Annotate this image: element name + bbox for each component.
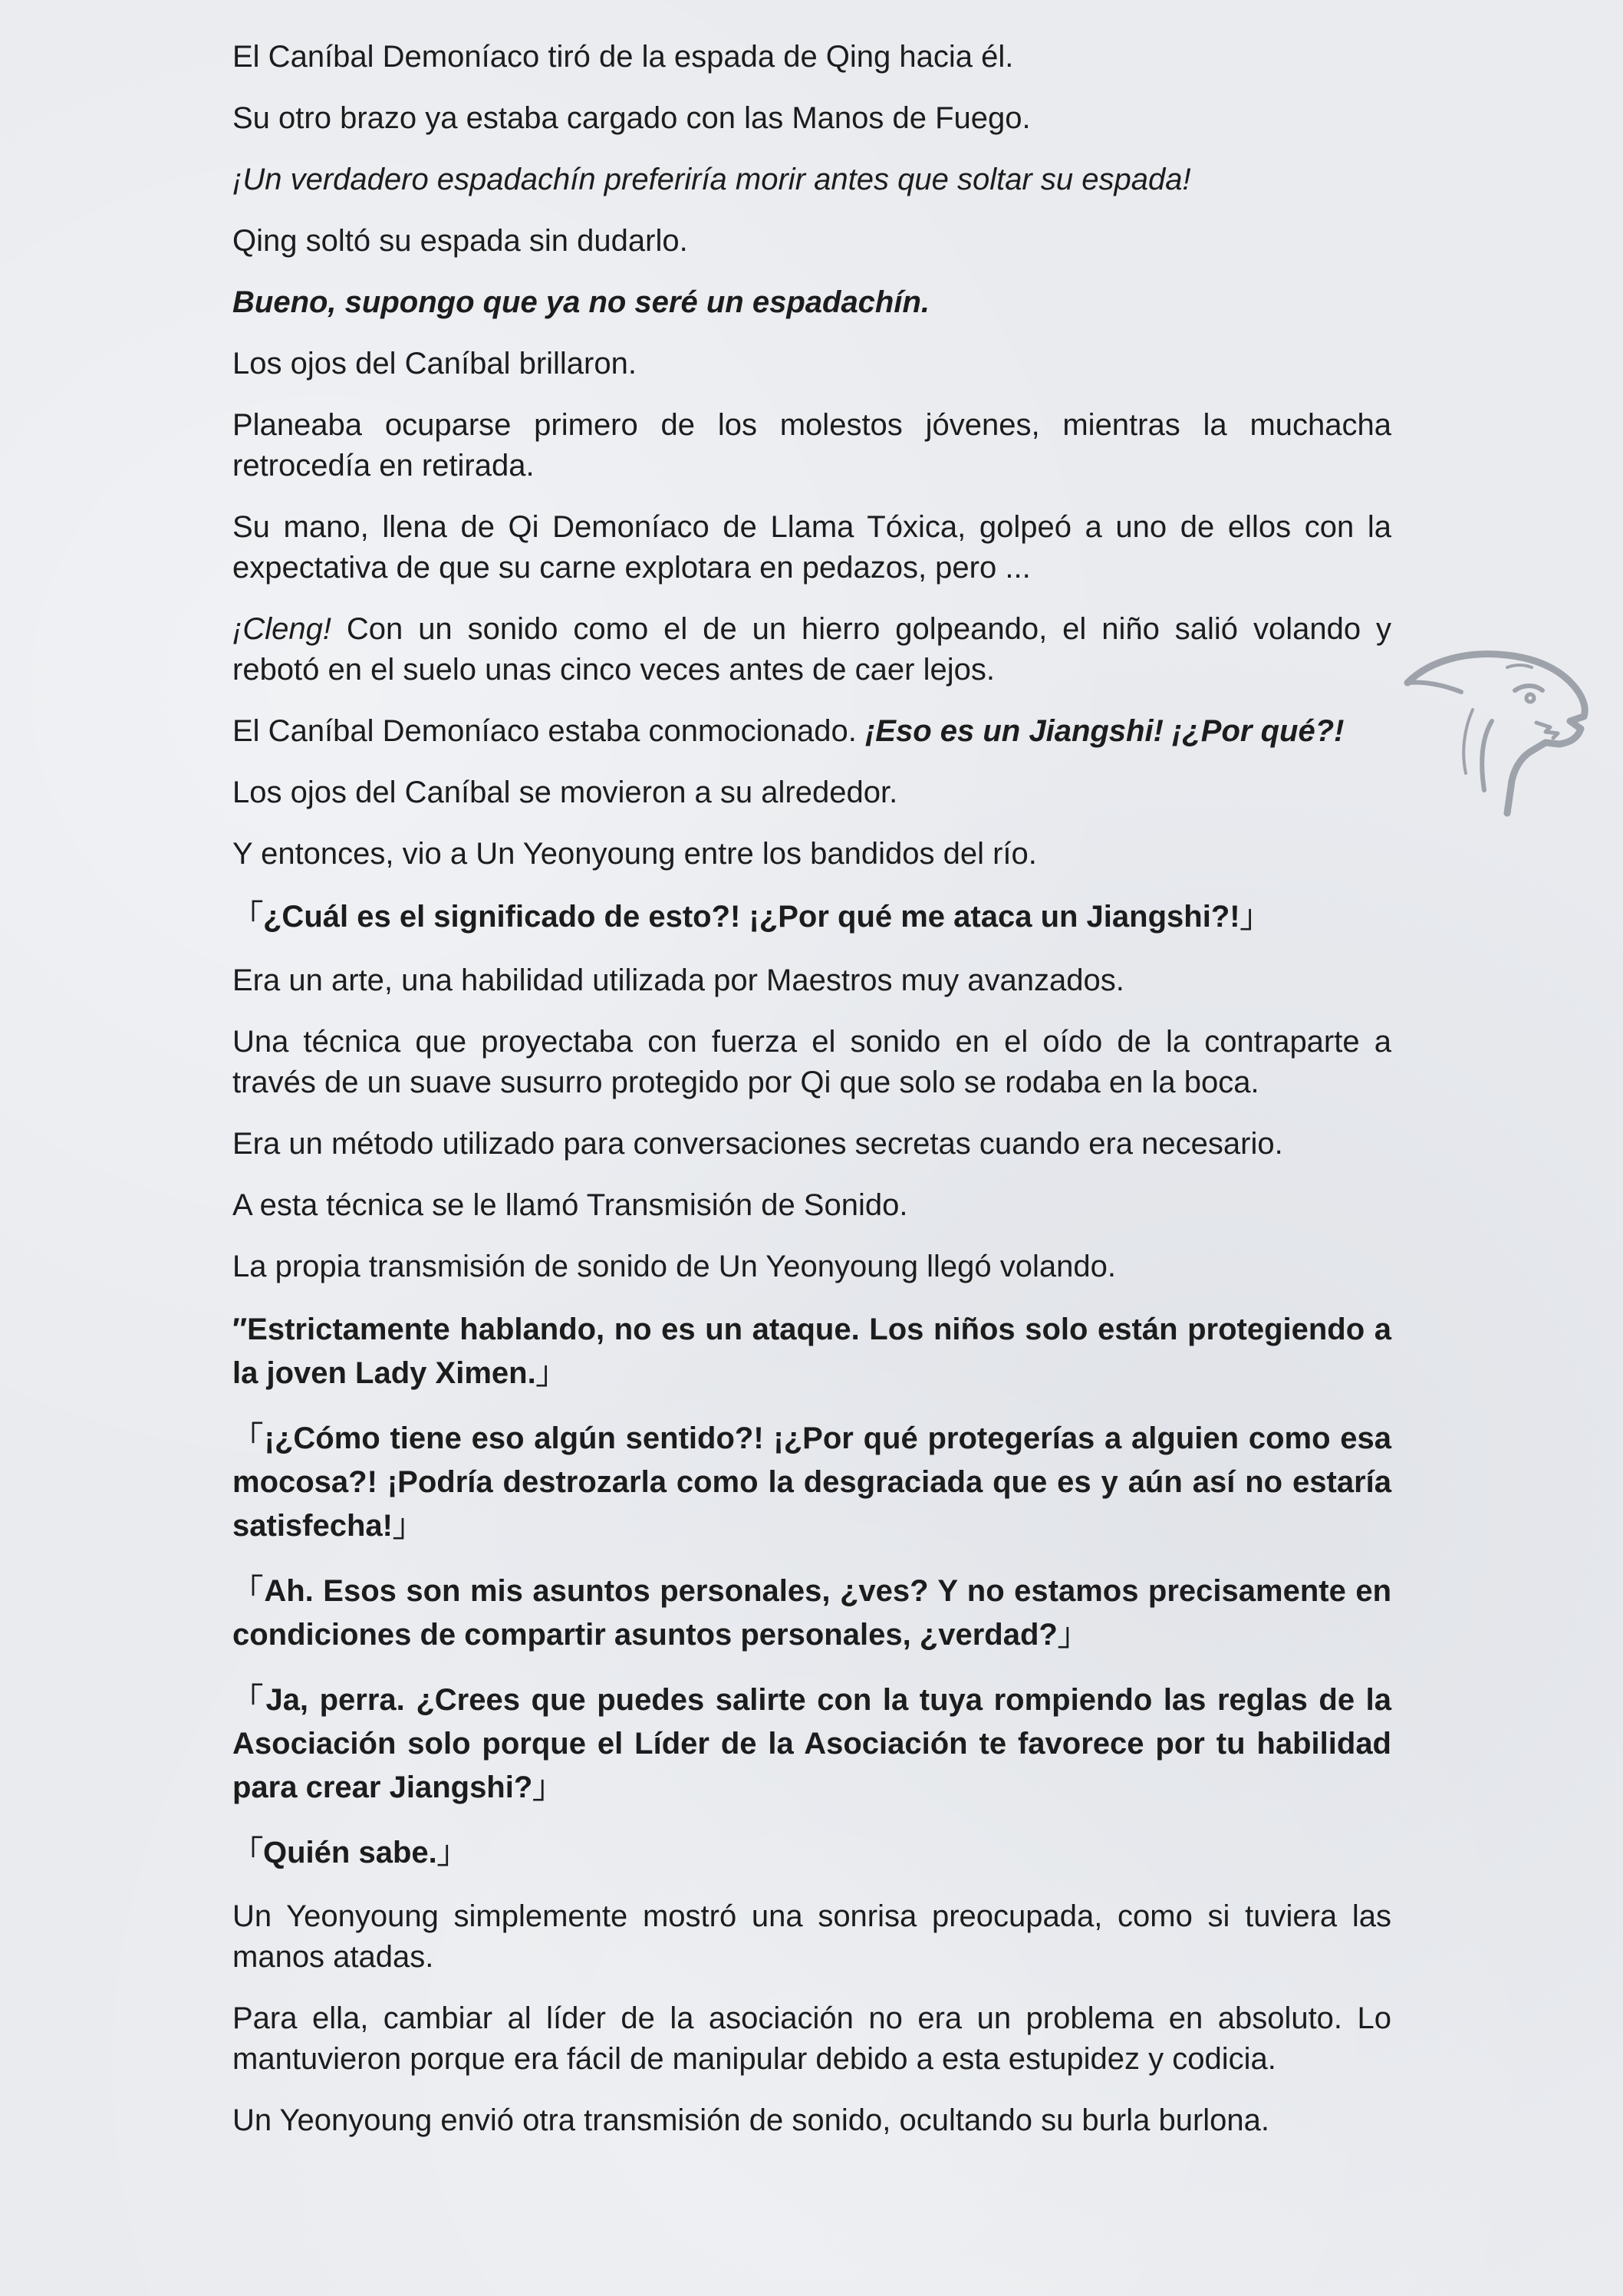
paragraph-9 (232, 609, 1391, 690)
dialog-13: 「¿Cuál es el significado de esto?! ¡¿Por qué me ataca un Jiangshi?!」 (232, 900, 1271, 934)
paragraph-10-thought: ¡Eso es un Jiangshi! ¡¿Por qué?! (864, 714, 1345, 748)
paragraph-6: Los ojos del Caníbal brillaron. (232, 347, 637, 380)
paragraph-1: El Caníbal Demoníaco tiró de la espada de Qing hacia él. (232, 40, 1014, 74)
paragraph-18: La propia transmisión de sonido de Un Yeonyoung llegó volando. (232, 1250, 1116, 1283)
dinosaur-head-icon (1400, 637, 1599, 828)
paragraph-10-text: El Caníbal Demoníaco estaba conmocionado. (232, 714, 865, 748)
paragraph-16: Era un método utilizado para conversaciones secretas cuando era necesario. (232, 1127, 1283, 1161)
dialog-20: 「¡¿Cómo tiene eso algún sentido?! ¡¿Por qué protegerías a alguien como esa mocosa?! ¡Podría destrozarla como la desgraciada que es y aún así no estaría satisfecha!」 (232, 1421, 1391, 1543)
paragraph-24: Un Yeonyoung simplemente mostró una sonrisa preocupada, como si tuviera las manos atadas. (232, 1899, 1391, 1974)
paragraph-25: Para ella, cambiar al líder de la asociación no era un problema en absoluto. Lo mantuvieron porque era fácil de manipular debido a esta estupidez y codicia. (232, 2001, 1391, 2076)
document-body (232, 37, 1391, 2162)
paragraph-15: Una técnica que proyectaba con fuerza el sonido en el oído de la contraparte a través de un suave susurro protegido por Qi que solo se rodaba en la boca. (232, 1025, 1391, 1099)
paragraph-4: Qing soltó su espada sin dudarlo. (232, 224, 688, 258)
paragraph-2: Su otro brazo ya estaba cargado con las Manos de Fuego. (232, 101, 1031, 135)
paragraph-17: A esta técnica se le llamó Transmisión de Sonido. (232, 1188, 908, 1222)
dialog-21: 「Ah. Esos son mis asuntos personales, ¿ves? Y no estamos precisamente en condiciones de compartir asuntos personales, ¿verdad?」 (232, 1574, 1391, 1652)
paragraph-12: Y entonces, vio a Un Yeonyoung entre los bandidos del río. (232, 837, 1037, 871)
paragraph-10 (232, 711, 1391, 752)
paragraph-11: Los ojos del Caníbal se movieron a su alrededor. (232, 776, 898, 809)
paragraph-14: Era un arte, una habilidad utilizada por Maestros muy avanzados. (232, 964, 1124, 997)
paragraph-8: Su mano, llena de Qi Demoníaco de Llama Tóxica, golpeó a uno de ellos con la expectativa de que su carne explotara en pedazos, pero ... (232, 510, 1391, 585)
paragraph-26: Un Yeonyoung envió otra transmisión de sonido, ocultando su burla burlona. (232, 2103, 1270, 2137)
dialog-19: ″Estrictamente hablando, no es un ataque. Los niños solo están protegiendo a la joven Lady Ximen.」 (232, 1313, 1391, 1390)
paragraph-5-thought: Bueno, supongo que ya no seré un espadachín. (232, 285, 930, 319)
dialog-22: 「Ja, perra. ¿Crees que puedes salirte con la tuya rompiendo las reglas de la Asociación solo porque el Líder de la Asociación te favorece por tu habilidad para crear Jiangshi?」 (232, 1683, 1391, 1804)
sound-effect: ¡Cleng! (232, 612, 331, 646)
paragraph-9-text: Con un sonido como el de un hierro golpeando, el niño salió volando y rebotó en el suelo unas cinco veces antes de caer lejos. (232, 612, 1391, 687)
paragraph-3-thought: ¡Un verdadero espadachín preferiría morir antes que soltar su espada! (232, 163, 1191, 196)
paragraph-7: Planeaba ocuparse primero de los molestos jóvenes, mientras la muchacha retrocedía en retirada. (232, 408, 1391, 483)
dialog-23: 「Quién sabe.」 (232, 1836, 468, 1869)
